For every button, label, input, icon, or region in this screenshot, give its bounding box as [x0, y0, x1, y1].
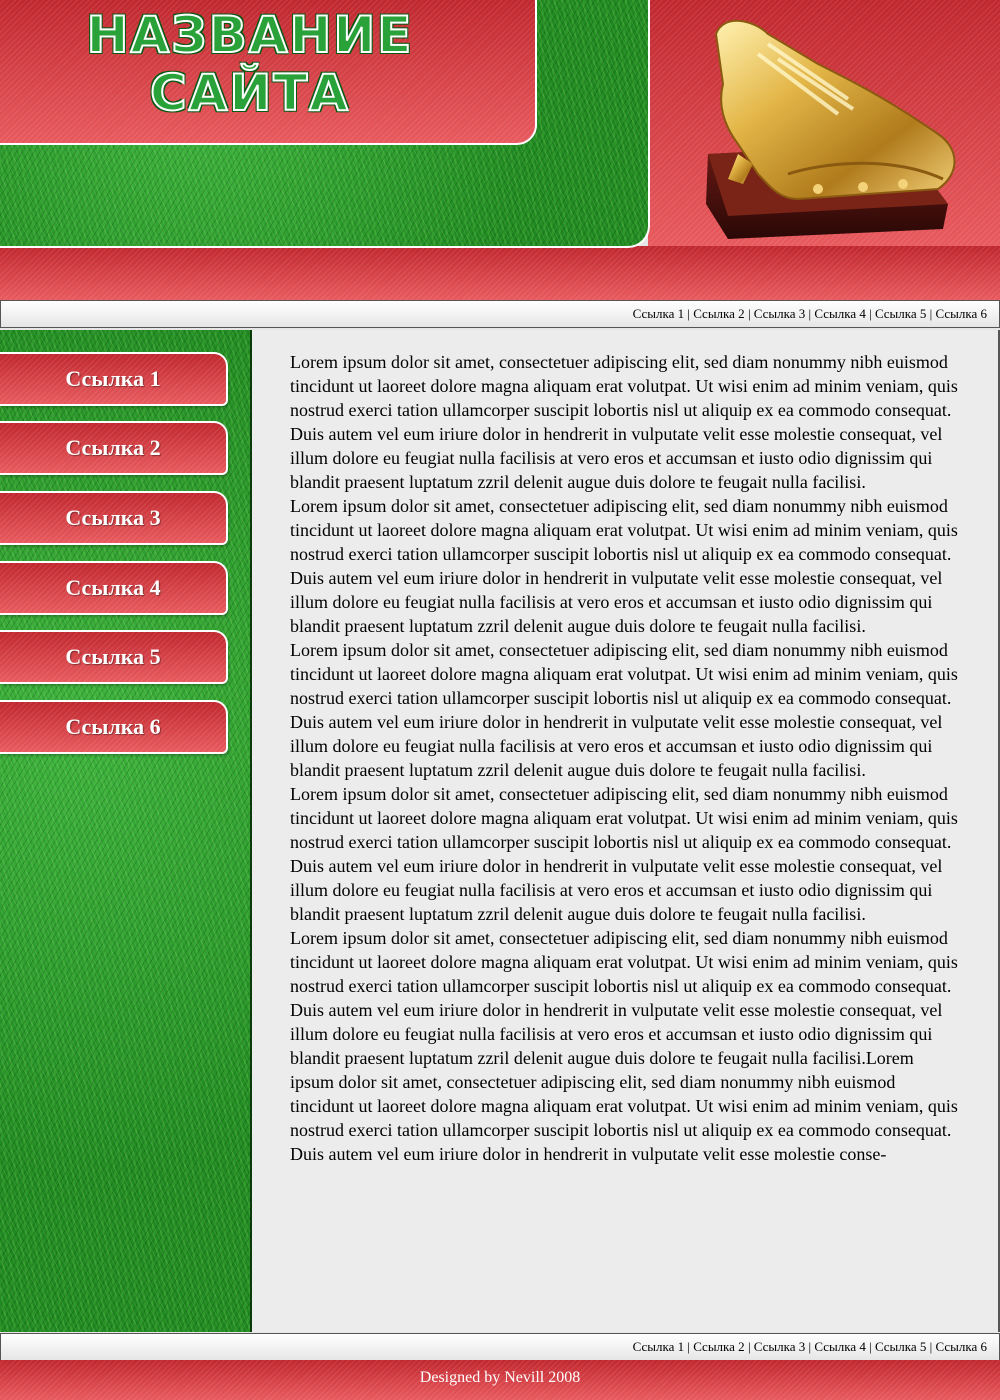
footer-credit: Designed by Nevill 2008 — [419, 1369, 581, 1386]
top-nav-link-3[interactable]: Ссылка 3 — [753, 306, 806, 321]
sidebar-item-4[interactable] — [0, 563, 226, 613]
golden-boot-trophy-icon — [698, 4, 968, 246]
bottom-nav-link-6[interactable]: Ссылка 6 — [935, 1339, 987, 1354]
sidebar-item-label: Ссылка 6 — [65, 714, 161, 739]
bottom-nav-link-4[interactable]: Ссылка 4 — [814, 1339, 866, 1354]
nav-separator: | — [929, 1339, 933, 1354]
top-nav-link-4[interactable]: Ссылка 4 — [814, 306, 866, 321]
sidebar-item-3[interactable] — [0, 493, 226, 543]
bottom-nav-bar — [0, 1333, 1000, 1361]
content-paragraph-3: Lorem ipsum dolor sit amet, consectetuer adipiscing elit, sed diam nonummy nibh euismod tincidunt ut laoreet dolore magna aliquam erat volutpat. Ut wisi enim ad minim veniam, quis nostrud exerci tation ullamcorper suscipit lobortis nisl ut aliquip ex ea commodo consequat. Duis autem vel eum iriure dolor in hendrerit in vulputate velit esse molestie consequat, vel illum dolore eu feugiat nulla facilisis at vero eros et accumsan et iusto odio dignissim qui blandit praesent luptatum zzril delenit augue duis dolore te feugait nulla facilisi. — [290, 640, 958, 780]
site-footer — [0, 1360, 1000, 1400]
content-paragraph-1: Lorem ipsum dolor sit amet, consectetuer adipiscing elit, sed diam nonummy nibh euismod tincidunt ut laoreet dolore magna aliquam erat volutpat. Ut wisi enim ad minim veniam, quis nostrud exerci tation ullamcorper suscipit lobortis nisl ut aliquip ex ea commodo consequat. Duis autem vel eum iriure dolor in hendrerit in vulputate velit esse molestie consequat, vel illum dolore eu feugiat nulla facilisis at vero eros et accumsan et iusto odio dignissim qui blandit praesent luptatum zzril delenit augue duis dolore te feugait nulla facilisi. — [290, 352, 958, 492]
sidebar — [0, 330, 252, 1332]
sidebar-item-2[interactable] — [0, 423, 226, 473]
sidebar-item-1[interactable] — [0, 354, 226, 404]
nav-separator: | — [747, 306, 751, 321]
site-header — [0, 0, 1000, 300]
header-bottom-strip — [0, 246, 1000, 300]
sidebar-item-6[interactable] — [0, 702, 226, 752]
top-nav-link-6[interactable]: Ссылка 6 — [935, 306, 987, 321]
sidebar-item-label: Ссылка 4 — [65, 575, 161, 600]
sidebar-item-5[interactable] — [0, 632, 226, 682]
nav-separator: | — [869, 306, 872, 321]
nav-separator: | — [808, 306, 812, 321]
top-nav-bar — [0, 300, 1000, 328]
sidebar-item-label: Ссылка 2 — [65, 435, 161, 460]
nav-separator: | — [687, 1339, 690, 1354]
top-nav-link-5[interactable]: Ссылка 5 — [874, 306, 927, 321]
site-title-line-2: САЙТА — [149, 64, 351, 122]
content-paragraph-2: Lorem ipsum dolor sit amet, consectetuer adipiscing elit, sed diam nonummy nibh euismod tincidunt ut laoreet dolore magna aliquam erat volutpat. Ut wisi enim ad minim veniam, quis nostrud exerci tation ullamcorper suscipit lobortis nisl ut aliquip ex ea commodo consequat. Duis autem vel eum iriure dolor in hendrerit in vulputate velit esse molestie consequat, vel illum dolore eu feugiat nulla facilisis at vero eros et accumsan et iusto odio dignissim qui blandit praesent luptatum zzril delenit augue duis dolore te feugait nulla facilisi. — [290, 496, 958, 636]
sidebar-item-label: Ссылка 5 — [65, 644, 161, 669]
bottom-nav-link-1[interactable]: Ссылка 1 — [632, 1339, 685, 1354]
content-paragraph-4: Lorem ipsum dolor sit amet, consectetuer adipiscing elit, sed diam nonummy nibh euismod tincidunt ut laoreet dolore magna aliquam erat volutpat. Ut wisi enim ad minim veniam, quis nostrud exerci tation ullamcorper suscipit lobortis nisl ut aliquip ex ea commodo consequat. Duis autem vel eum iriure dolor in hendrerit in vulputate velit esse molestie consequat, vel illum dolore eu feugiat nulla facilisis at vero eros et accumsan et iusto odio dignissim qui blandit praesent luptatum zzril delenit augue duis dolore te feugait nulla facilisi. — [290, 784, 958, 924]
site-title[interactable] — [40, 6, 460, 122]
nav-separator: | — [929, 306, 933, 321]
top-nav-link-1[interactable]: Ссылка 1 — [632, 306, 685, 321]
content-text — [290, 350, 962, 1166]
bottom-nav-link-5[interactable]: Ссылка 5 — [874, 1339, 927, 1354]
header-grass-panel — [0, 0, 648, 246]
sidebar-item-label: Ссылка 1 — [65, 366, 161, 391]
nav-separator: | — [869, 1339, 872, 1354]
title-panel — [0, 0, 535, 143]
nav-separator: | — [687, 306, 690, 321]
top-nav-link-2[interactable]: Ссылка 2 — [693, 306, 745, 321]
nav-separator: | — [808, 1339, 812, 1354]
bottom-nav-link-3[interactable]: Ссылка 3 — [753, 1339, 806, 1354]
nav-separator: | — [747, 1339, 751, 1354]
content-paragraph-5: Lorem ipsum dolor sit amet, consectetuer adipiscing elit, sed diam nonummy nibh euismod tincidunt ut laoreet dolore magna aliquam erat volutpat. Ut wisi enim ad minim veniam, quis nostrud exerci tation ullamcorper suscipit lobortis nisl ut aliquip ex ea commodo consequat. Duis autem vel eum iriure dolor in hendrerit in vulputate velit esse molestie consequat, vel illum dolore eu feugiat nulla facilisis at vero eros et accumsan et iusto odio dignissim qui blandit praesent luptatum zzril delenit augue duis dolore te feugait nulla facilisi.Lorem ipsum dolor sit amet, consectetuer adipiscing elit, sed diam nonummy nibh euismod tincidunt ut laoreet dolore magna aliquam erat volutpat. Ut wisi enim ad minim veniam, quis nostrud exerci tation ullamcorper suscipit lobortis nisl ut aliquip ex ea commodo consequat. Duis autem vel eum iriure dolor in hendrerit in vulputate velit esse molestie conse- — [290, 928, 958, 1164]
site-title-line-1: НАЗВАНИЕ — [86, 6, 414, 64]
bottom-nav-link-2[interactable]: Ссылка 2 — [693, 1339, 745, 1354]
sidebar-item-label: Ссылка 3 — [65, 505, 161, 530]
main-content — [252, 330, 1000, 1332]
